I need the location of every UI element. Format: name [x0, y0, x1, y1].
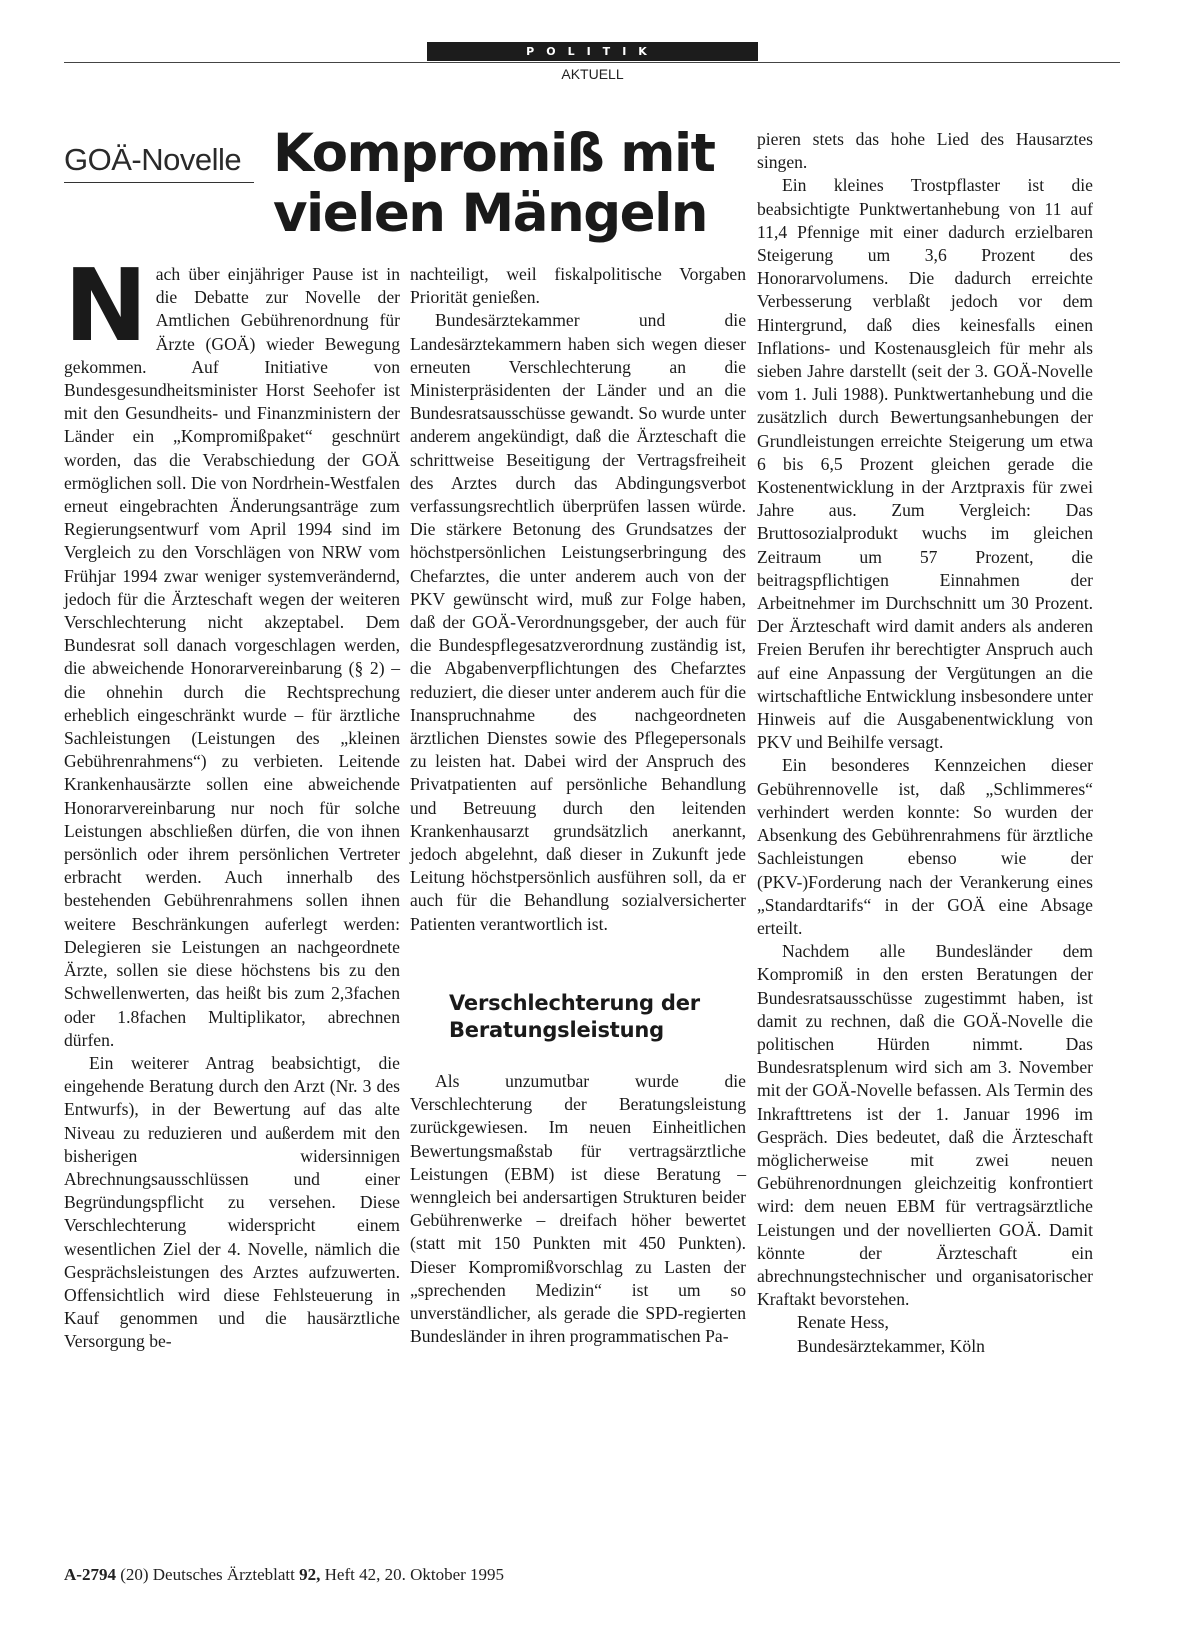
volume-number: 92, — [299, 1565, 321, 1584]
paragraph: Ein kleines Trostpflaster ist die beabsichtigte Punktwertanhebung von 11 auf 11,4 Pfennige mit einer dadurch erzielbaren Steigerung um 3,6 Prozent des Honorarvolumens. Die dadurch erreichte Verbesserung verblaßt jedoch vor dem Hintergrund, daß dies keinesfalls einen Inflations- und Kostenausgleich für mehr als sieben Jahre darstellt (seit der 3. GOÄ-Novelle vom 1. Juli 1988). Punktwertanhebung und die zusätzlich durch Bewertungsanhebungen der Grundleistungen erreichte Steigerung um etwa 6 bis 6,5 Prozent gleichen gerade die Kostenentwicklung in der Arztpraxis für zwei Jahre aus. Zum Vergleich: Das Bruttosozialprodukt wuchs im gleichen Zeitraum um 57 Prozent, die beitragspflichtigen Einnahmen der Arbeitnehmer im Durchschnitt um 30 Prozent. Der Ärzteschaft wird damit anders als anderen Freien Berufen ihr berechtigter Anspruch auch auf eine Anpassung der Vergütungen an die wirtschaftliche Entwicklung insbesondere unter Hinweis auf die Ausgabenentwicklung von PKV und Beihilfe versagt. — [757, 175, 1093, 753]
section-label: AKTUELL — [561, 66, 624, 82]
issue-page: (20) — [120, 1565, 149, 1584]
journal-name: Deutsches Ärzteblatt — [152, 1565, 295, 1584]
article-kicker: GOÄ-Novelle — [64, 138, 254, 183]
paragraph: Ein besonderes Kennzeichen dieser Gebührennovelle ist, daß „Schlimmeres“ verhindert werden konnte: So wurden der Absenkung des Gebührenrahmens für ärztliche Sachleistungen ebenso wie der (PKV-)Forderung nach der Verankerung eines „Standardtarifs“ in der GOÄ eine Absage erteilt. — [757, 755, 1093, 938]
paragraph: pieren stets das hohe Lied des Hausarztes singen. — [757, 129, 1093, 173]
page-number: A-2794 — [64, 1565, 116, 1584]
author-affiliation: Bundesärztekammer, Köln — [797, 1335, 985, 1356]
column-3 — [757, 128, 1093, 1358]
paragraph: ach über einjähriger Pause ist in die Debatte zur Novelle der Amtlichen Gebührenordnung für Ärzte (GOÄ) wieder Bewegung gekommen. Auf Initiative von Bundesgesundheitsminister Horst Seehofer ist mit den Gesundheits- und Finanzministern der Länder ein „Kompromißpaket“ geschnürt worden, das die Verabschiedung der GOÄ ermöglichen soll. Die von Nordrhein-Westfalen erneut eingebrachten Änderungsanträge zum Regierungsentwurf vom April 1994 sind im Vergleich zu den Vorschlägen von NRW vom Frühjar 1994 zwar weniger systemverändernd, jedoch für die Ärzteschaft wegen der weiteren Verschlechterung nicht akzeptabel. Dem Bundesrat soll danach vorgeschlagen werden, die abweichende Honorarvereinbarung (§ 2) – die ohnehin durch die Rechtsprechung erheblich eingeschränkt wurde – für ärztliche Sachleistungen (Leistungen des „kleinen Gebührenrahmens“) zu verbieten. Leitende Krankenhausärzte sollen eine abweichende Honorarvereinbarung nur noch für solche Leistungen abschließen dürfen, die von ihnen persönlich oder ihrem persönlichen Vertreter erbracht werden. Auch innerhalb des bestehenden Gebührenrahmens sollen ihnen weitere Beschränkungen auferlegt werden: Delegieren sie Leistungen an nachgeordnete Ärzte, sollen sie diese höchstens bis zu den Schwellenwerten, das heißt bis zum 2,3fachen oder 1.8fachen Multiplikator, abrechnen dürfen. — [64, 264, 400, 1050]
drop-cap: N — [64, 247, 148, 364]
rubric-bar: POLITIK — [427, 42, 758, 61]
paragraph: Bundesärztekammer und die Landesärztekammern haben sich wegen dieser erneuten Verschlechterung an die Ministerpräsidenten der Länder und an die Bundesratsausschüsse gewandt. So wurde unter anderem angekündigt, daß die Ärzteschaft die schrittweise Beseitigung der Vertragsfreiheit des Arztes durch das Abdingungsverbot verfassungsrechtlich überprüfen lassen würde. Die stärkere Betonung des Grundsatzes der höchstpersönlichen Leistungserbringung des Chefarztes, die unter anderem auch von der PKV gewünscht wird, muß zur Folge haben, daß der GOÄ-Verordnungsgeber, der auch für die Bundespflegesatzverordnung zuständig ist, die Abgabenverpflichtungen des Chefarztes reduziert, die dieser unter anderem auch für die Inanspruchnahme des nachgeordneten ärztlichen Dienstes sowie des Pflegepersonals zu leisten hat. Dabei wird der Anspruch des Privatpatienten auf persönliche Behandlung und Betreuung durch den leitenden Krankenhausarzt grundsätzlich anerkannt, jedoch abgelehnt, daß dieser in Zukunft jede Leitung höchstpersönlich ausführen soll, da er auch für die Behandlung sozialversicherter Patienten verantwortlich ist. — [410, 310, 746, 934]
article-headline: Kompromiß mit vielen Mängeln — [273, 123, 715, 244]
paragraph: Als unzumutbar wurde die Verschlechterung der Beratungsleistung zurückgewiesen. Im neuen Einheitlichen Bewertungsmaßstab für vertragsärztliche Leistungen (EBM) ist diese Beratung – wenngleich bei andersartigen Strukturen beider Gebührenwerke – dreifach höher bewertet (statt mit 150 Punkten mit 450 Punkten). Dieser Kompromißvorschlag zu Lasten der „sprechenden Medizin“ ist um so unverständlicher, als gerade die SPD-regierten Bundesländer in ihren programmatischen Pa- — [410, 1070, 746, 1347]
issue-date: Heft 42, 20. Oktober 1995 — [324, 1565, 505, 1584]
paragraph: Ein weiterer Antrag beabsichtigt, die eingehende Beratung durch den Arzt (Nr. 3 des Entwurfs), in der Bewertung auf das alte Niveau zu reduzieren und außerdem mit den bisherigen widersinnigen Abrechnungsausschlüssen und einer Begründungspflicht zu versehen. Diese Verschlechterung widerspricht einem wesentlichen Ziel der 4. Novelle, nämlich die Gesprächsleistungen des Arztes aufzuwerten. Offensichtlich wird diese Fehlsteuerung in Kauf genommen und die hausärztliche Versorgung be- — [64, 1052, 400, 1352]
subheading: Verschlechterung der Beratungsleistung — [449, 990, 700, 1042]
header-rule — [64, 62, 1120, 63]
paragraph: Nachdem alle Bundesländer dem Kompromiß in den ersten Beratungen der Bundesratsausschüsse zugestimmt haben, ist damit zu rechnen, daß die GOÄ-Novelle die politischen Hürden nimmt. Das Bundesratsplenum wird sich am 3. November mit der GOÄ-Novelle befassen. Als Termin des Inkrafttretens ist der 1. Januar 1996 im Gespräch. Dies bedeutet, daß die Ärzteschaft möglicherweise mit zwei neuen Gebührenordnungen gleichzeitig konfrontiert wird: dem neuen EBM für vertragsärztliche Leistungen und der novellierten GOÄ. Damit könnte der Ärzteschaft ein abrechnungstechnischer und organisatorischer Kraftakt bevorstehen. — [757, 941, 1093, 1310]
author-name: Renate Hess, — [797, 1312, 889, 1333]
column-2 — [410, 263, 746, 1348]
page-footer — [64, 1565, 504, 1585]
column-1 — [64, 247, 400, 1354]
paragraph: nachteiligt, weil fiskalpolitische Vorgaben Priorität genießen. — [410, 264, 746, 308]
